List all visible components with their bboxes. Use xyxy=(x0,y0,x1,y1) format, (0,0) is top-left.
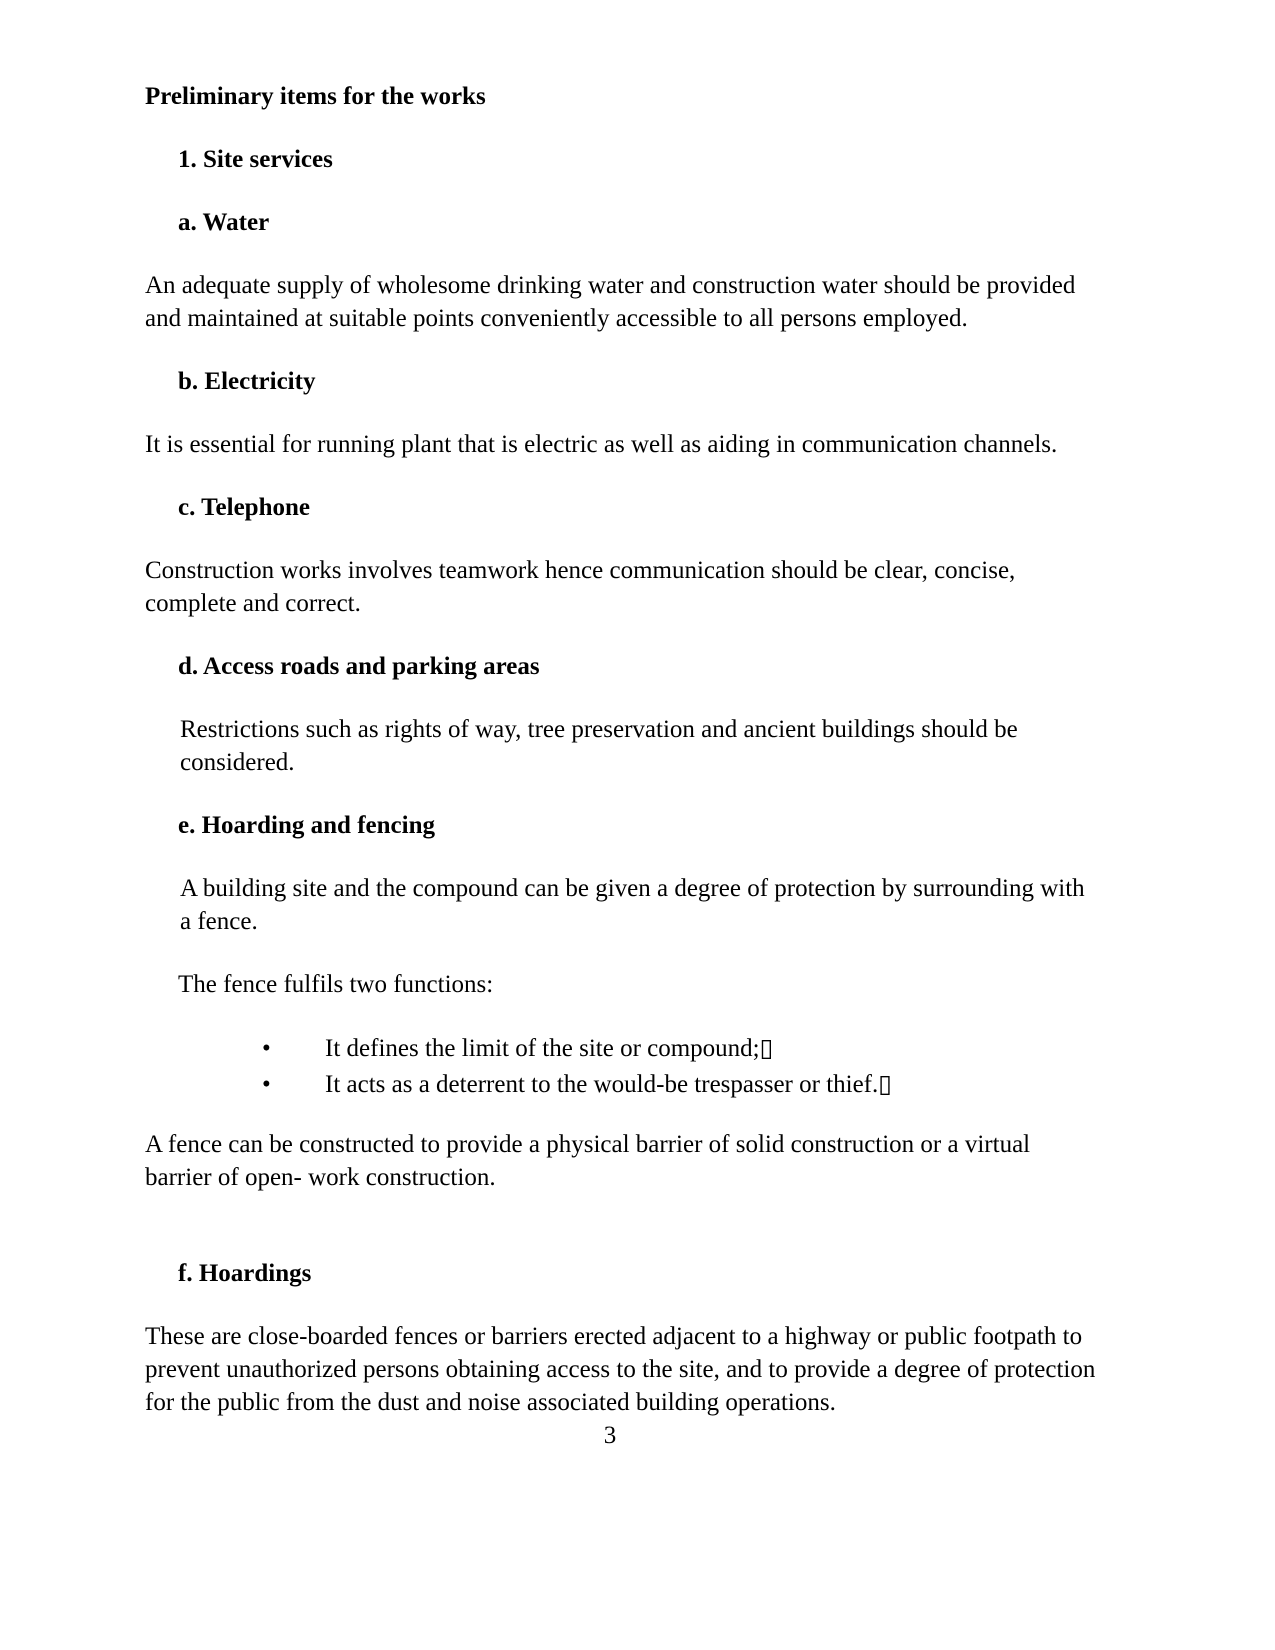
heading-telephone: c. Telephone xyxy=(178,494,310,521)
paragraph-fence-intro: The fence fulfils two functions: xyxy=(178,971,494,998)
paragraph-hoardings: These are close-boarded fences or barriers erected adjacent to a highway or public footpath to prevent unauthorized persons obtaining access to the site, and to provide a degree of protection for the public from the dust and noise associated building operations. xyxy=(145,1323,1096,1416)
paragraph-water: An adequate supply of wholesome drinking water and construction water should be provided and maintained at suitable points conveniently accessible to all persons employed. xyxy=(145,272,1076,332)
heading-site-services: 1. Site services xyxy=(178,146,333,173)
heading-electricity: b. Electricity xyxy=(178,368,316,395)
paragraph-access-roads: Restrictions such as rights of way, tree preservation and ancient buildings should be considered. xyxy=(180,716,1018,776)
paragraph-hoarding-fencing: A building site and the compound can be given a degree of protection by surrounding with a fence. xyxy=(180,875,1085,935)
list-item-text: It defines the limit of the site or compound;▯ xyxy=(325,1035,774,1062)
list-item xyxy=(262,1031,1145,1067)
paragraph-telephone: Construction works involves teamwork hence communication should be clear, concise, complete and correct. xyxy=(145,557,1016,617)
fence-functions-list xyxy=(145,1031,1145,1103)
heading-hoardings: f. Hoardings xyxy=(178,1260,312,1287)
paragraph-fence-note: A fence can be constructed to provide a physical barrier of solid construction or a virtual barrier of open- work construction. xyxy=(145,1131,1031,1191)
main-heading: Preliminary items for the works xyxy=(145,83,486,110)
list-item-text: It acts as a deterrent to the would-be trespasser or thief.▯ xyxy=(325,1071,893,1098)
heading-water: a. Water xyxy=(178,209,270,236)
page-number: 3 xyxy=(603,1422,617,1449)
paragraph-electricity: It is essential for running plant that is electric as well as aiding in communication channels. xyxy=(145,431,1058,458)
heading-hoarding-fencing: e. Hoarding and fencing xyxy=(178,812,435,839)
list-item xyxy=(262,1067,1145,1103)
heading-access-roads: d. Access roads and parking areas xyxy=(178,653,540,680)
